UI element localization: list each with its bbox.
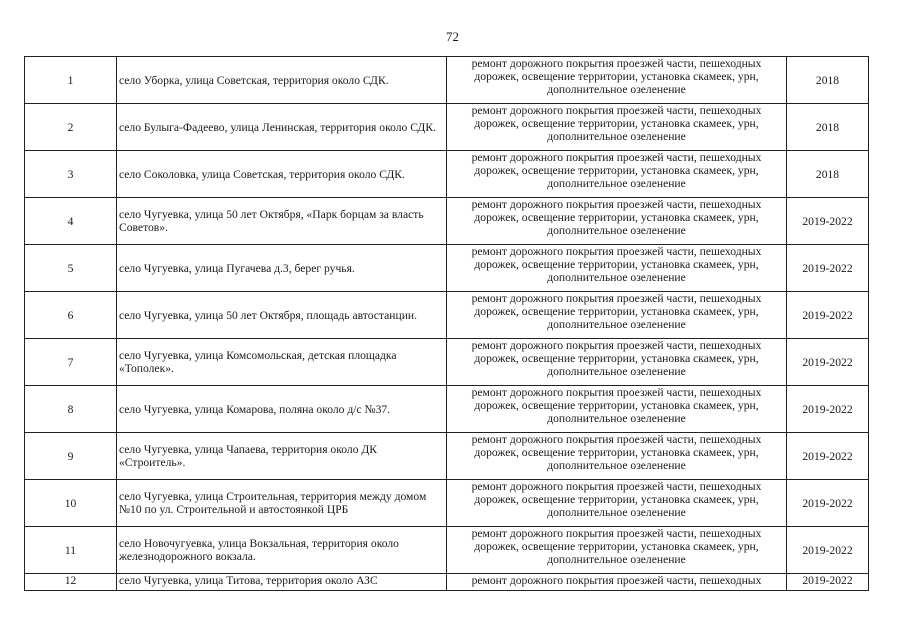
work-description-cell: ремонт дорожного покрытия проезжей части, пешеходных дорожек, освещение территории, установка скамеек, урн, дополнительное озеленение (447, 527, 787, 574)
works-table (24, 56, 869, 591)
table-row (25, 433, 869, 480)
year-cell: 2018 (787, 151, 869, 198)
location-cell: село Соколовка, улица Советская, территория около СДК. (117, 151, 447, 198)
work-description-cell: ремонт дорожного покрытия проезжей части, пешеходных дорожек, освещение территории, установка скамеек, урн, дополнительное озеленение (447, 292, 787, 339)
row-number-cell: 4 (25, 198, 117, 245)
location-cell: село Чугуевка, улица Строительная, территория между домом №10 по ул. Строительной и автостоянкой ЦРБ (117, 480, 447, 527)
location-cell: село Чугуевка, улица Комарова, поляна около д/с №37. (117, 386, 447, 433)
year-cell: 2019-2022 (787, 198, 869, 245)
year-cell: 2019-2022 (787, 433, 869, 480)
row-number-cell: 11 (25, 527, 117, 574)
year-cell: 2019-2022 (787, 574, 869, 591)
location-cell: село Чугуевка, улица 50 лет Октября, «Парк борцам за власть Советов». (117, 198, 447, 245)
row-number-cell: 12 (25, 574, 117, 591)
table-row (25, 574, 869, 591)
work-description-cell: ремонт дорожного покрытия проезжей части, пешеходных дорожек, освещение территории, установка скамеек, урн, дополнительное озеленение (447, 245, 787, 292)
work-description-cell: ремонт дорожного покрытия проезжей части, пешеходных дорожек, освещение территории, установка скамеек, урн, дополнительное озеленение (447, 104, 787, 151)
row-number-cell: 8 (25, 386, 117, 433)
row-number-cell: 10 (25, 480, 117, 527)
year-cell: 2019-2022 (787, 386, 869, 433)
row-number-cell: 1 (25, 57, 117, 104)
year-cell: 2019-2022 (787, 292, 869, 339)
table-row (25, 198, 869, 245)
table-row (25, 386, 869, 433)
work-description-cell: ремонт дорожного покрытия проезжей части, пешеходных дорожек, освещение территории, установка скамеек, урн, дополнительное озеленение (447, 57, 787, 104)
work-description-cell: ремонт дорожного покрытия проезжей части, пешеходных дорожек, освещение территории, установка скамеек, урн, дополнительное озеленение (447, 480, 787, 527)
row-number-cell: 3 (25, 151, 117, 198)
work-description-cell: ремонт дорожного покрытия проезжей части, пешеходных дорожек, освещение территории, установка скамеек, урн, дополнительное озеленение (447, 198, 787, 245)
work-description-cell: ремонт дорожного покрытия проезжей части, пешеходных дорожек, освещение территории, установка скамеек, урн, дополнительное озеленение (447, 151, 787, 198)
location-cell: село Чугуевка, улица 50 лет Октября, площадь автостанции. (117, 292, 447, 339)
works-table-body (25, 57, 869, 591)
year-cell: 2019-2022 (787, 339, 869, 386)
table-row (25, 151, 869, 198)
year-cell: 2019-2022 (787, 527, 869, 574)
location-cell: село Уборка, улица Советская, территория около СДК. (117, 57, 447, 104)
location-cell: село Чугуевка, улица Чапаева, территория около ДК «Строитель». (117, 433, 447, 480)
row-number-cell: 5 (25, 245, 117, 292)
year-cell: 2018 (787, 104, 869, 151)
row-number-cell: 6 (25, 292, 117, 339)
row-number-cell: 7 (25, 339, 117, 386)
location-cell: село Чугуевка, улица Пугачева д.3, берег ручья. (117, 245, 447, 292)
table-row (25, 527, 869, 574)
work-description-cell: ремонт дорожного покрытия проезжей части, пешеходных дорожек, освещение территории, установка скамеек, урн, дополнительное озеленение (447, 386, 787, 433)
table-row (25, 339, 869, 386)
location-cell: село Новочугуевка, улица Вокзальная, территория около железнодорожного вокзала. (117, 527, 447, 574)
location-cell: село Булыга-Фадеево, улица Ленинская, территория около СДК. (117, 104, 447, 151)
location-cell: село Чугуевка, улица Титова, территория около АЗС (117, 574, 447, 591)
table-row (25, 245, 869, 292)
table-row (25, 480, 869, 527)
row-number-cell: 9 (25, 433, 117, 480)
table-row (25, 104, 869, 151)
work-description-cell: ремонт дорожного покрытия проезжей части, пешеходных дорожек, освещение территории, установка скамеек, урн, дополнительное озеленение (447, 433, 787, 480)
location-cell: село Чугуевка, улица Комсомольская, детская площадка «Тополек». (117, 339, 447, 386)
year-cell: 2019-2022 (787, 480, 869, 527)
page-number: 72 (446, 29, 459, 44)
row-number-cell: 2 (25, 104, 117, 151)
work-description-cell: ремонт дорожного покрытия проезжей части, пешеходных (447, 574, 787, 591)
work-description-cell: ремонт дорожного покрытия проезжей части, пешеходных дорожек, освещение территории, установка скамеек, урн, дополнительное озеленение (447, 339, 787, 386)
table-row (25, 57, 869, 104)
year-cell: 2018 (787, 57, 869, 104)
year-cell: 2019-2022 (787, 245, 869, 292)
table-row (25, 292, 869, 339)
